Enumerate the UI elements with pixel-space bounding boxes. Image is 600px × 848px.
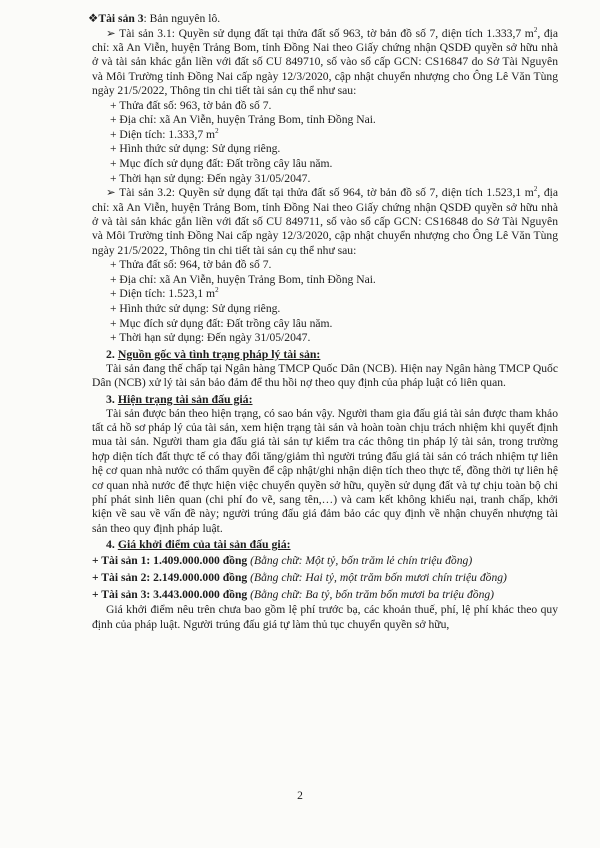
- section-title: Nguồn gốc và tình trạng pháp lý tài sản:: [117, 346, 321, 361]
- arrow-bullet-icon: ➢: [106, 186, 116, 200]
- section-number: 2.: [106, 346, 115, 361]
- asset-3-1-plot: + Thửa đất số: 963, tờ bản đồ số 7.: [110, 98, 272, 112]
- diamond-bullet-icon: ❖: [88, 12, 99, 25]
- asset-3-1-term: + Thời hạn sử dụng: Đến ngày 31/05/2047.: [110, 171, 311, 185]
- asset-3-1-usage-form: + Hình thức sử dụng: Sử dụng riêng.: [110, 142, 281, 156]
- asset3-heading-rest: : Bản nguyên lô.: [143, 12, 221, 25]
- section-4-heading: [92, 537, 558, 552]
- price-words: (Bằng chữ: Ba tỷ, bốn trăm bốn mươi ba triệu đồng): [250, 588, 495, 602]
- asset-3-2-intro: [92, 186, 558, 258]
- section-2-heading: [92, 347, 558, 362]
- asset-3-2-term: + Thời hạn sử dụng: Đến ngày 31/05/2047.: [110, 331, 311, 345]
- asset-3-1-address: + Địa chỉ: xã An Viễn, huyện Trảng Bom, tỉnh Đồng Nai.: [110, 113, 376, 127]
- section-number: 4.: [106, 537, 115, 552]
- asset-3-2-intro-a: Tài sản 3.2: Quyền sử dụng đất tại thửa đất số 964, tờ bản đồ số 7, diện tích 1.523,1 m: [119, 186, 534, 200]
- asset3-label: Tài sản 3: [98, 12, 144, 25]
- price-label: + Tài sản 2: 2.149.000.000 đồng: [92, 571, 248, 585]
- asset-3-2-purpose: + Mục đích sử dụng đất: Đất trồng cây lâu năm.: [110, 316, 333, 330]
- price-words: (Bằng chữ: Hai tỷ, một trăm bốn mươi chín triệu đồng): [250, 571, 507, 585]
- section-title: Giá khởi điểm của tài sản đấu giá:: [117, 537, 291, 552]
- page-number: 2: [297, 790, 303, 802]
- price-asset-1: [92, 552, 558, 569]
- asset-3-2-address: + Địa chỉ: xã An Viễn, huyện Trảng Bom, tỉnh Đồng Nai.: [110, 272, 376, 286]
- section-number: 3.: [106, 391, 115, 406]
- asset-3-2-plot: + Thửa đất số: 964, tờ bản đồ số 7.: [110, 258, 272, 272]
- section-2-body: Tài sản đang thế chấp tại Ngân hàng TMCP Quốc Dân (NCB). Hiện nay Ngân hàng TMCP Quốc Dân (NCB) xử lý tài sản bảo đảm để thu hồi nợ theo quy định của pháp luật có liên quan.: [92, 361, 558, 390]
- section-4-note: Giá khởi điểm nêu trên chưa bao gồm lệ phí trước bạ, các khoản thuế, phí, lệ phí khác theo quy định của pháp luật. Người trúng đấu giá tự làm thủ tục chuyển quyền sở hữu,: [92, 603, 558, 631]
- asset-3-2-area: [92, 287, 558, 302]
- price-asset-3: [92, 586, 558, 603]
- asset-3-1-intro-b: , địa chỉ: xã An Viễn, huyện Trảng Bom, tỉnh Đồng Nai theo Giấy chứng nhận QSDĐ quyền sở hữu nhà ở và tài sản khác gắn liền với đất số CU 849710, số vào sổ cấp GCN: CS16847 do Sở Tài Nguyên và Môi Trường tỉnh Đồng Nai cấp ngày 12/3/2020, cập nhật chuyển nhượng cho Ông Lê Văn Tùng ngày 21/5/2022, Thông tin chi tiết tài sản cụ thể như sau:: [92, 26, 558, 98]
- superscript: 2: [215, 286, 219, 295]
- arrow-bullet-icon: ➢: [106, 26, 116, 40]
- section-3-heading: [92, 392, 558, 407]
- asset-3-1-intro-a: Tài sản 3.1: Quyền sử dụng đất tại thửa đất số 963, tờ bản đồ số 7, diện tích 1.333,7 m: [119, 26, 534, 40]
- superscript: 2: [533, 185, 538, 194]
- asset-3-1-purpose: + Mục đích sử dụng đất: Đất trồng cây lâu năm.: [110, 157, 333, 170]
- section-title: Hiện trạng tài sản đấu giá:: [117, 391, 253, 406]
- price-label: + Tài sản 1: 1.409.000.000 đồng: [92, 554, 248, 568]
- asset-3-1-area-text: + Diện tích: 1.333,7 m: [110, 127, 216, 141]
- asset3-heading: [88, 12, 558, 27]
- asset-3-2-intro-b: , địa chỉ: xã An Viễn, huyện Trảng Bom, tỉnh Đồng Nai theo Giấy chứng nhận QSDĐ quyền sở hữu nhà ở và tài sản khác gắn liền với đất số CU 849711, số vào sổ cấp GCN: CS16848 do Sở Tài Nguyên và Môi Trường tỉnh Đồng Nai cấp ngày 12/3/2020, cập nhật chuyển nhượng cho Ông Lê Văn Tùng ngày 21/5/2022, Thông tin chi tiết tài sản cụ thể như sau:: [92, 186, 558, 257]
- superscript: 2: [215, 126, 219, 135]
- section-3-body: Tài sản được bán theo hiện trạng, có sao bán vậy. Người tham gia đấu giá tài sản được tham khảo tất cả hồ sơ pháp lý của tài sản, xem hiện trạng tài sản và hoàn toàn chịu trách nhiệm khi quyết định mua tài sản. Người tham gia đấu giá tài sản tự kiểm tra các thông tin pháp lý tài sản, trong trường hợp diện tích đất thực tế có thay đổi tăng/giảm thì người trúng đấu giá tài sản có trách nhiệm tự liên hệ cơ quan nhà nước có thẩm quyền để cập nhật/ghi nhận diện tích theo thực tế, đồng thời tự liên hệ cơ quan nhà nước để thực hiện việc chuyển quyền sở hữu, quyền sử dụng đất và tự chịu toàn bộ chi phí phát sinh liên quan (chi phí đo vẽ, sang tên,…) và cam kết không khiếu nại, tranh chấp, khởi kiện về sau về vấn đề này; người trúng đấu giá đảm bảo các quy định về nhận chuyển nhượng tài sản theo quy định pháp luật.: [92, 406, 558, 535]
- asset-3-1-area: [92, 128, 558, 143]
- asset-3-2-usage-form: + Hình thức sử dụng: Sử dụng riêng.: [110, 302, 281, 315]
- price-label: + Tài sản 3: 3.443.000.000 đồng: [92, 588, 248, 602]
- asset-3-2-area-text: + Diện tích: 1.523,1 m: [110, 287, 216, 301]
- price-words: (Bằng chữ: Một tỷ, bốn trăm lẻ chín triệu đồng): [250, 554, 473, 568]
- price-asset-2: [92, 569, 558, 586]
- superscript: 2: [533, 25, 538, 34]
- asset-3-1-intro: [92, 27, 558, 99]
